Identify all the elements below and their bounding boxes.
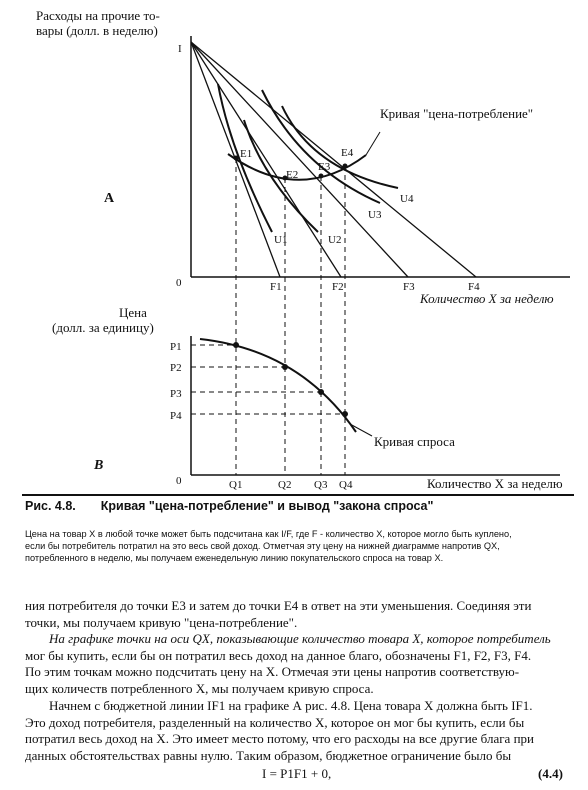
x-tick-q4: Q4 [339, 479, 353, 491]
point-e3 [319, 174, 324, 179]
point-demand-2 [282, 364, 288, 370]
paragraph-3-line-2: Это доход потребителя, разделенный на количество X, которое он мог бы купить, если бы [25, 714, 525, 730]
label-e3: E3 [318, 161, 331, 173]
y-tick-p1: P1 [170, 341, 182, 353]
panel-b-y-label-line2: (долл. за единицу) [52, 320, 154, 335]
figure-title: Кривая "цена-потребление" и вывод "закона спроса" [100, 499, 434, 513]
y-tick-i: I [178, 43, 182, 55]
demand-curve [200, 339, 356, 432]
panel-b-y-label-line1: Цена [119, 305, 147, 320]
panel-a-y-label-line1: Расходы на прочие то- [36, 8, 160, 23]
x-tick-q2: Q2 [278, 479, 292, 491]
pcc-label: Кривая "цена-потребление" [380, 106, 534, 121]
paragraph-2-line-4: щих количеств потребленного X, мы получаем кривую спроса. [25, 680, 374, 696]
figure-number: Рис. 4.8. [25, 499, 76, 513]
label-u2: U2 [328, 234, 342, 246]
label-u3: U3 [368, 209, 382, 221]
budget-line-f3 [191, 42, 408, 277]
point-e4 [343, 164, 348, 169]
paragraph-3-line-3: потратил весь доход на X. Это имеет место потому, что его расходы на все другие блага при [25, 731, 534, 746]
paragraph-2 [25, 631, 551, 697]
y-tick-p2: P2 [170, 362, 182, 374]
label-e2: E2 [286, 169, 299, 181]
x-tick-q1: Q1 [229, 479, 243, 491]
point-demand-3 [318, 389, 324, 395]
paragraph-2-line-1: На графике точки на оси QX, показывающие количество товара X, которое потребитель [49, 631, 551, 646]
paragraph-2-line-3: По этим точкам можно подсчитать цену на X. Отмечая эти цены напротив соответствую- [25, 664, 520, 679]
x-tick-f4: F4 [468, 281, 480, 293]
panel-a-x-label: Количество X за неделю [420, 291, 554, 306]
x-tick-f1: F1 [270, 281, 282, 293]
panel-a-y-label-line2: вары (долл. в неделю) [36, 23, 158, 38]
panel-a-letter: А [104, 191, 115, 206]
figure-note-line-2: если бы потребитель потратил на это весь свой доход. Отметчая эту цену на нижней диаграмме напротив QX, [25, 541, 500, 551]
point-demand-4 [342, 411, 348, 417]
x-tick-q3: Q3 [314, 479, 328, 491]
paragraph-3-line-4: данных обстоятельствах равны нулю. Таким образом, бюджетное ограничение было бы [25, 747, 512, 763]
panel-b-letter: В [94, 458, 104, 473]
paragraph-3-line-1: Начнем с бюджетной линии IF1 на графике А рис. 4.8. Цена товара X должна быть IF1. [49, 698, 533, 713]
paragraph-2-line-2: мог бы купить, если бы он потратил весь доход на данное благо, обозначены F1, F2, F3, F4. [25, 647, 532, 663]
point-demand-1 [233, 342, 239, 348]
y-tick-p4: P4 [170, 410, 182, 422]
label-e4: E4 [341, 147, 354, 159]
caption-top-rule [22, 494, 574, 496]
figure-note-line-1: Цена на товар X в любой точке может быть подсчитана как I/F, где F - количество X, которое могло быть куплено, [25, 529, 512, 539]
paragraph-1-line-1: ния потребителя до точки E3 и затем до точки E4 в ответ на эти уменьшения. Соединяя эти [25, 598, 532, 613]
panel-b-origin: 0 [176, 475, 182, 487]
equation: I = P1F1 + 0, [262, 766, 332, 781]
pcc-leader-line [366, 132, 380, 155]
figure-note-line-3: потребленного в неделю, мы получаем еженедельную линию покупательского спроса на товар X. [25, 553, 444, 563]
label-u1: U1 [274, 234, 288, 246]
x-tick-f3: F3 [403, 281, 415, 293]
x-tick-f2: F2 [332, 281, 344, 293]
paragraph-3 [25, 698, 534, 764]
label-u4: U4 [400, 193, 414, 205]
figure-caption [25, 499, 433, 513]
label-e1: E1 [240, 148, 253, 160]
demand-label: Кривая спроса [374, 434, 455, 449]
paragraph-1 [25, 598, 531, 631]
equation-number: (4.4) [538, 766, 563, 781]
y-tick-p3: P3 [170, 388, 182, 400]
demand-leader-line [350, 424, 372, 436]
paragraph-1-line-2: точки, мы получаем кривую "цена-потребление". [25, 614, 298, 630]
panel-a-origin: 0 [176, 277, 182, 289]
panel-b-x-label: Количество X за неделю [427, 476, 563, 491]
point-e1 [234, 156, 239, 161]
